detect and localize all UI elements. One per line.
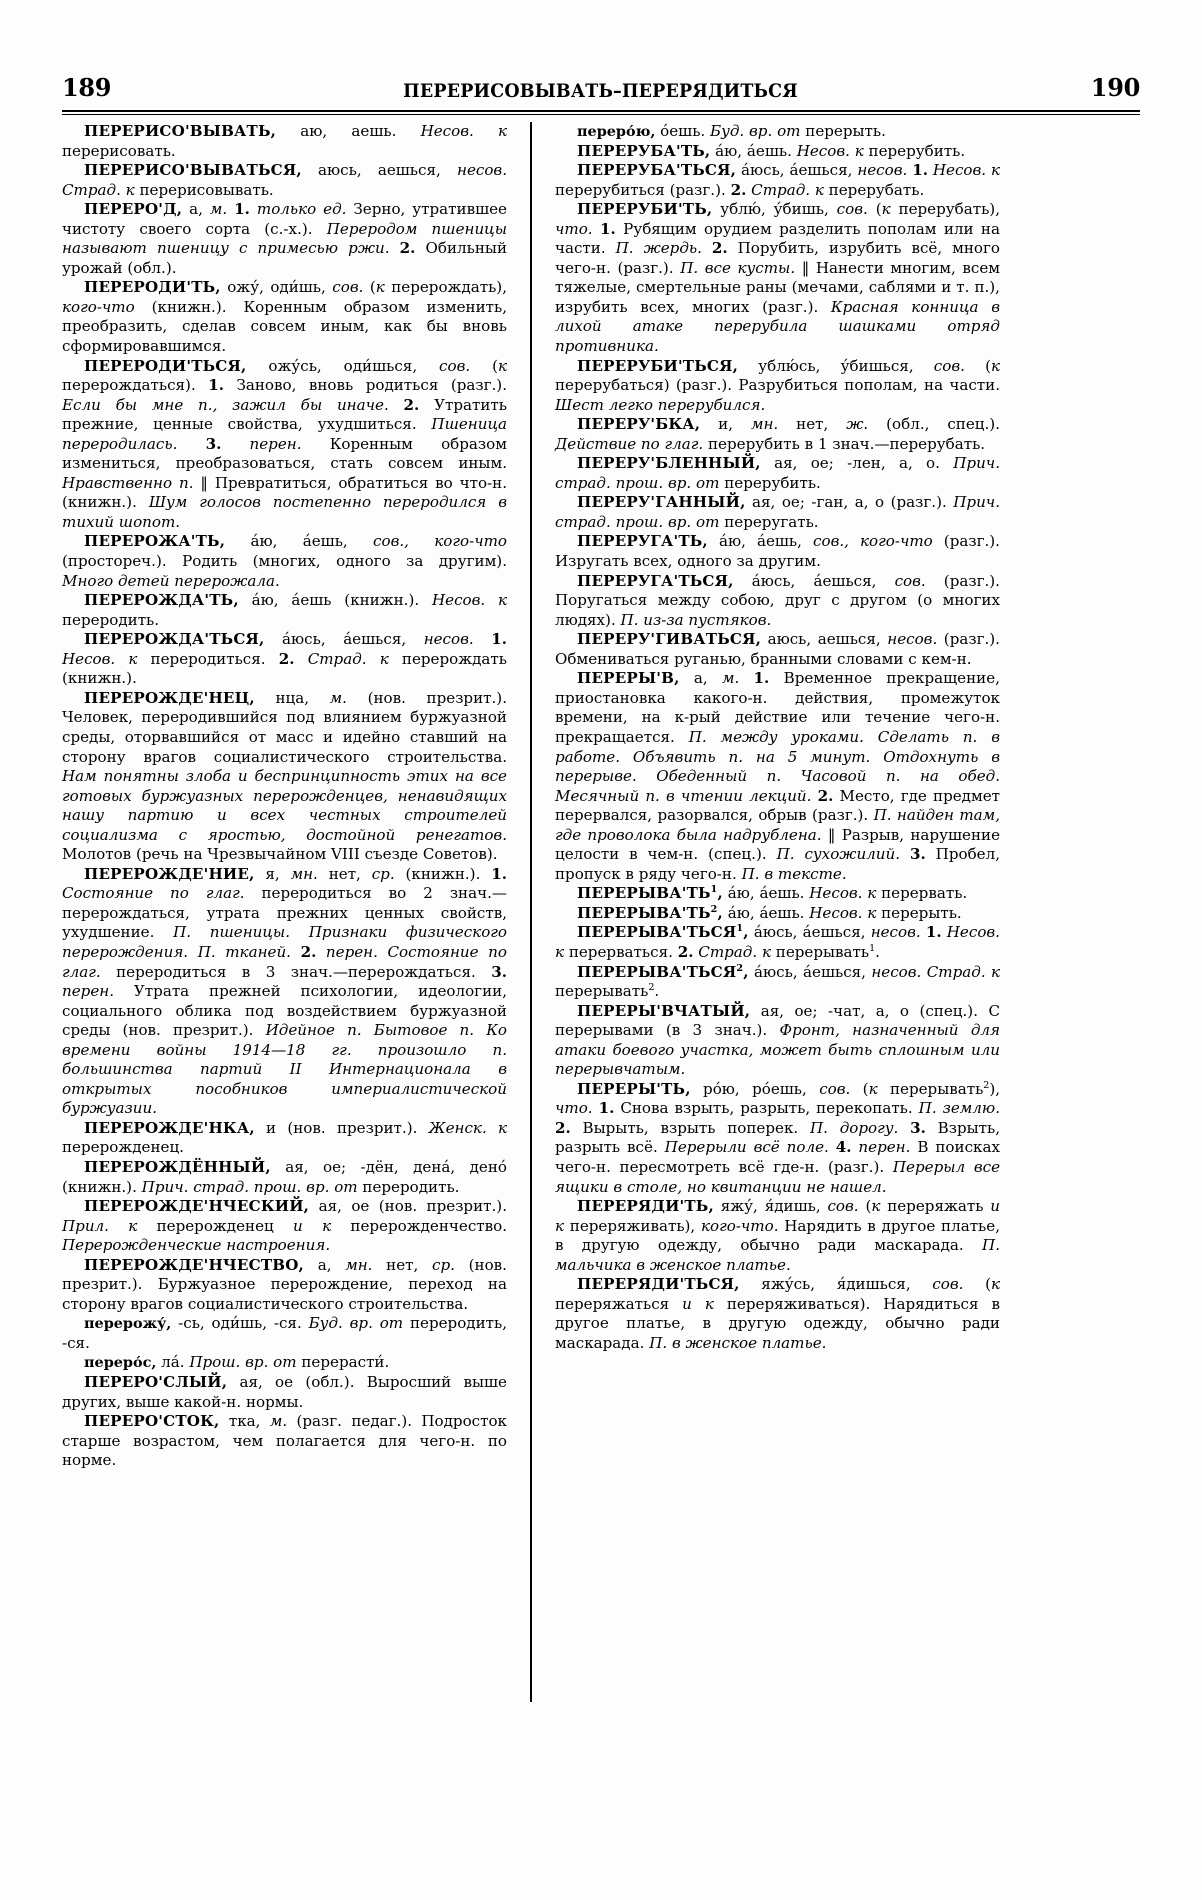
entry-definition: ро́ю, ро́ешь, сов. (к перерывать$^2$), что. 1. Снова взрыть, разрыть, перекопать. П. землю. 2. Вырыть, взрыть поперек. П. дорогу. 3. Взрыть, разрыть всё. Перерыли всё поле. 4. перен. В поисках чего-н. пересмотреть всё где-н. (разг.). Перерыл все ящики в столе, но квитанции не нашел. [555, 1079, 1001, 1196]
entry-headword: ПЕРЕРО'Д, [84, 200, 183, 219]
dictionary-entry [555, 493, 1000, 532]
dictionary-entry [555, 532, 1000, 571]
dictionary-entry [555, 884, 1000, 904]
entry-definition: яжу́сь, я́дишься, сов. (к переряжаться и к переряживаться). Нарядиться в другое платье, в другую одежду, обычно ради маскарада. П. в женское платье. [555, 1275, 1000, 1352]
entry-headword: ПЕРЕРОЖДА'ТЬ, [84, 591, 239, 610]
entry-headword: переро́ю, [577, 123, 656, 140]
entry-headword: ПЕРЕРОЖДЁННЫЙ, [84, 1157, 271, 1176]
dictionary-entry [555, 904, 1000, 924]
dictionary-entry [555, 1002, 1000, 1080]
dictionary-entry [555, 415, 1000, 454]
dictionary-entry [62, 1256, 507, 1315]
entry-headword: ПЕРЕРУ'ГАННЫЙ, [577, 493, 746, 512]
entry-definition: ожу́сь, оди́шься, сов. (к перерождаться). 1. Заново, вновь родиться (разг.). Если бы мне п., зажил бы иначе. 2. Утратить прежние, ценные свойства, ухудшиться. Пшеница переродилась. 3. перен. Коренным образом измениться, преобразоваться, стать совсем иным. Нравственно п. ‖ Превратиться, обратиться во что-н. (книжн.). Шум голосов постепенно переродился в тихий шопот. [62, 356, 508, 531]
entry-definition: яжу́, я́дишь, сов. (к переряжать и к переряживать), кого-что. Нарядить в другое платье, в другую одежду, обычно ради маскарада. П. мальчика в женское платье. [555, 1197, 1000, 1274]
entry-headword: ПЕРЕРЫВА'ТЬСЯ$^2$, [577, 962, 749, 981]
entry-definition: а́ю, а́ешь, сов., кого-что (разг.). Изругать всех, одного за другим. [555, 532, 1000, 571]
dictionary-entry [62, 532, 507, 591]
dictionary-entry [62, 1314, 507, 1353]
entry-definition: аю, аешь. Несов. к перерисовать. [62, 122, 507, 160]
entry-headword: ПЕРЕРУ'БЛЕННЫЙ, [577, 454, 761, 473]
dictionary-entry [62, 630, 507, 689]
dictionary-entry [62, 161, 507, 200]
entry-headword: ПЕРЕРЯДИ'ТЬСЯ, [577, 1275, 740, 1294]
entry-headword: ПЕРЕРУ'БКА, [577, 415, 701, 434]
entry-definition: а́ю, а́ешь. Несов. к перерубить. [710, 141, 966, 160]
dictionary-entry [62, 122, 507, 161]
entry-headword: ПЕРЕРУБА'ТЬ, [577, 141, 711, 160]
entry-definition: ая, ое; -дён, дена́, дено́ (книжн.). Прич. страд. прош. вр. от переродить. [62, 1157, 507, 1196]
entry-definition: ожу́, оди́шь, сов. (к перерождать), кого-что (книжн.). Коренным образом изменить, преобразить, сделав совсем иным, как бы вновь сформировавшимся. [62, 278, 507, 356]
column-divider [530, 122, 532, 1702]
dictionary-entry [62, 1373, 507, 1412]
entry-headword: $ПЕРЕРЫВА'ТЬ^2$, [577, 903, 723, 922]
dictionary-entry [62, 200, 507, 278]
dictionary-entry [62, 689, 507, 865]
entry-definition: и (нов. презрит.). Женск. к перерожденец. [62, 1118, 507, 1157]
dictionary-entry [555, 1080, 1000, 1197]
entry-definition: а́юсь, а́ешься, несов. 1. Несов. к перерубиться (разг.). 2. Страд. к перерубать. [555, 161, 1000, 199]
entry-definition: и, мн. нет, ж. (обл., спец.). Действие по глаг. перерубить в 1 знач.—перерубать. [555, 415, 1000, 453]
entry-definition: я, мн. нет, ср. (книжн.). 1. Состояние по глаг. переродиться во 2 знач.—перерождаться, утрата прежних ценных свойств, ухудшение. П. пшеницы. Признаки физического перерождения. П. тканей. 2. перен. Состояние по глаг. переродиться в 3 знач.—перерождаться. 3. перен. Утрата прежней психологии, идеологии, социального облика под воздействием буржуазной среды (нов. презрит.). Идейное п. Бытовое п. Ко времени войны 1914—18 гг. произошло п. большинства партий II Интернационала в открытых пособников империалистической буржуазии. [62, 864, 507, 1118]
entry-headword: ПЕРЕРОЖДЕ'НИЕ, [84, 864, 255, 883]
entry-definition: а́юсь, а́ешься, несов. Страд. к перерывать$^2$. [555, 962, 1000, 1001]
entry-definition: тка, м. (разг. педаг.). Подросток старше возрастом, чем полагается для чего-н. по норме. [62, 1412, 507, 1470]
entry-definition: нца, м. (нов. презрит.). Человек, переродившийся под влиянием буржуазной среды, оторвавшийся от масс и идейно ставший на сторону врагов социалистического строительства. Нам понятны злоба и беспринципность этих на все готовых буржуазных перерожденцев, ненавидящих нашу партию и всех честных строителей социализма с яростью, достойной ренегатов. Молотов (речь на Чрезвычайном VIII съезде Советов). [62, 688, 507, 864]
dictionary-entry [62, 1197, 507, 1256]
entry-headword: ПЕРЕРО'СЛЫЙ, [84, 1373, 228, 1391]
dictionary-entry [62, 1412, 507, 1471]
entry-headword: ПЕРЕРИСО'ВЫВАТЬСЯ, [84, 161, 302, 180]
dictionary-entry [555, 142, 1000, 162]
entry-headword: ПЕРЕРУГА'ТЬ, [577, 532, 708, 551]
entry-definition: ая, ое; -лен, а, о. Прич. страд. прош. вр. от перерубить. [555, 454, 1000, 492]
entry-definition: ая, ое (нов. презрит.). Прил. к перерожденец и к перерожденчество. Перерожденческие настроения. [62, 1197, 508, 1255]
entry-headword: перерожу́, [84, 1315, 172, 1333]
dictionary-entry [555, 1197, 1000, 1275]
entry-definition: а́ю, а́ешь. Несов. к перерыть. [722, 903, 962, 922]
column-left [62, 122, 519, 1802]
dictionary-entry [555, 1275, 1000, 1353]
entry-definition: а, м. 1. Временное прекращение, приостановка какого-н. действия, промежуток времени, на к-рый действие или течение чего-н. прекращается. П. между уроками. Сделать п. в работе. Объявить п. на 5 минут. Отдохнуть в перерыве. Обеденный п. Часовой п. на обед. Месячный п. в чтении лекций. 2. Место, где предмет перервался, разорвался, обрыв (разг.). П. найден там, где проволока была надрублена. ‖ Разрыв, нарушение целости в чем-н. (спец.). П. сухожилий. 3. Пробел, пропуск в ряду чего-н. П. в тексте. [555, 669, 1001, 883]
column-right [543, 122, 1000, 1802]
entry-definition: аюсь, аешься, несов. (разг.). Обмениваться руганью, бранными словами с кем-н. [555, 630, 1000, 668]
dictionary-entry [62, 357, 507, 533]
entry-headword: ПЕРЕРОЖА'ТЬ, [84, 532, 226, 551]
dictionary-entry [62, 865, 507, 1119]
folio-left: 189 [62, 73, 112, 102]
dictionary-entry [555, 923, 1000, 962]
entry-headword: ПЕРЕРЫ'В, [577, 669, 680, 688]
dictionary-entry [555, 122, 1000, 142]
entry-headword: ПЕРЕРУБИ'ТЬ, [577, 200, 713, 219]
dictionary-entry [62, 1158, 507, 1197]
entry-definition: а́ю, а́ешь, сов., кого-что (простореч.). Родить (многих, одного за другим). Много детей перерожала. [62, 532, 507, 590]
dictionary-entry [555, 357, 1000, 416]
folio-right: 190 [1090, 73, 1140, 102]
dictionary-entry [62, 278, 507, 356]
dictionary-entry [555, 669, 1000, 884]
dictionary-entry [555, 572, 1000, 631]
entry-definition: о́ешь. Буд. вр. от перерыть. [655, 122, 886, 140]
entry-headword: ПЕРЕРЫВА'ТЬСЯ$^1$, [577, 923, 749, 942]
dictionary-entry [62, 1353, 507, 1373]
entry-definition: а́юсь, а́ешься, несов. 1. Несов. к перерваться. 2. Страд. к перерывать$^1$. [555, 923, 1000, 961]
header-rule [62, 110, 1140, 115]
entry-definition: аюсь, аешься, несов. Страд. к перерисовывать. [62, 161, 507, 199]
entry-definition: а, мн. нет, ср. (нов. презрит.). Буржуазное перерождение, переход на сторону врагов социалистического строительства. [62, 1255, 507, 1313]
entry-headword: ПЕРЕРИСО'ВЫВАТЬ, [84, 122, 277, 140]
dictionary-entry [555, 630, 1000, 669]
dictionary-entry [555, 161, 1000, 200]
column-gutter [519, 122, 543, 1802]
text-columns [62, 122, 1140, 1802]
dictionary-entry [555, 200, 1000, 356]
entry-headword: переро́с, [84, 1354, 157, 1372]
entry-headword: ПЕРЕРОЖДЕ'НЧЕСТВО, [84, 1255, 305, 1274]
entry-headword: ПЕРЕРОЖДЕ'НЕЦ, [84, 688, 255, 707]
entry-headword: ПЕРЕРЫ'ВЧАТЫЙ, [577, 1001, 751, 1020]
entry-headword: ПЕРЕРО'СТОК, [84, 1412, 220, 1431]
entry-definition: ублю́, у́бишь, сов. (к перерубать), что. 1. Рубящим орудием разделить пополам или на части. П. жердь. 2. Порубить, изрубить всё, много чего-н. (разг.). П. все кусты. ‖ Нанести многим, всем тяжелые, смертельные раны (мечами, саблями и т. п.), изрубить всех, многих (разг.). Красная конница в лихой атаке перерубила шашками отряд противника. [555, 200, 1001, 356]
entry-definition: -сь, оди́шь, -ся. Буд. вр. от переродить, -ся. [62, 1314, 508, 1352]
entry-definition: ая, ое (обл.). Выросший выше других, выше какой-н. нормы. [62, 1373, 507, 1411]
dictionary-entry [62, 1119, 507, 1158]
dictionary-entry [555, 454, 1000, 493]
entry-definition: а́ю, а́ешь (книжн.). Несов. к переродить. [62, 591, 507, 629]
entry-definition: а́юсь, а́ешься, несов. 1. Несов. к переродиться. 2. Страд. к перерождать (книжн.). [62, 630, 507, 688]
entry-definition: а́юсь, а́ешься, сов. (разг.). Поругаться между собою, друг с другом (о многих людях). П. из-за пустяков. [555, 571, 1000, 629]
entry-headword: ПЕРЕРЯДИ'ТЬ, [577, 1197, 714, 1216]
running-head [62, 62, 1140, 102]
running-head-title: ПЕРЕРИСОВЫВАТЬ–ПЕРЕРЯДИТЬСЯ [403, 80, 799, 102]
entry-headword: ПЕРЕРОЖДЕ'НКА, [84, 1118, 255, 1137]
entry-headword: ПЕРЕРОЖДА'ТЬСЯ, [84, 630, 265, 649]
entry-headword: ПЕРЕРУГА'ТЬСЯ, [577, 571, 734, 590]
entry-definition: ая, ое; -чат, а, о (спец.). С перерывами (в 3 знач.). Фронт, назначенный для атаки боевого участка, может быть сплошным или перерывчатым. [555, 1001, 1000, 1079]
entry-definition: а, м. 1. только ед. Зерно, утратившее чистоту своего сорта (с.-х.). Переродом пшеницы называют пшеницу с примесью ржи. 2. Обильный урожай (обл.). [62, 200, 507, 277]
entry-headword: ПЕРЕРОЖДЕ'НЧЕСКИЙ, [84, 1197, 310, 1216]
entry-headword: ПЕРЕРУБИ'ТЬСЯ, [577, 356, 739, 375]
entry-headword: $ПЕРЕРЫВА'ТЬ^1$, [577, 884, 723, 903]
entry-headword: ПЕРЕРОДИ'ТЬСЯ, [84, 356, 247, 375]
entry-headword: ПЕРЕРУ'ГИВАТЬСЯ, [577, 630, 762, 649]
entry-definition: ая, ое; -ган, а, о (разг.). Прич. страд. прош. вр. от переругать. [555, 493, 1000, 531]
entry-definition: ублю́сь, у́бишься, сов. (к перерубаться) (разг.). Разрубиться пополам, на части. Шест легко перерубился. [555, 356, 1000, 414]
entry-headword: ПЕРЕРОДИ'ТЬ, [84, 278, 221, 297]
dictionary-entry [555, 963, 1000, 1002]
entry-definition: ла́. Прош. вр. от перерасти́. [156, 1353, 390, 1372]
entry-headword: ПЕРЕРЫ'ТЬ, [577, 1079, 691, 1098]
entry-headword: ПЕРЕРУБА'ТЬСЯ, [577, 161, 737, 180]
entry-definition: а́ю, а́ешь. Несов. к перервать. [722, 884, 968, 903]
dictionary-entry [62, 591, 507, 630]
